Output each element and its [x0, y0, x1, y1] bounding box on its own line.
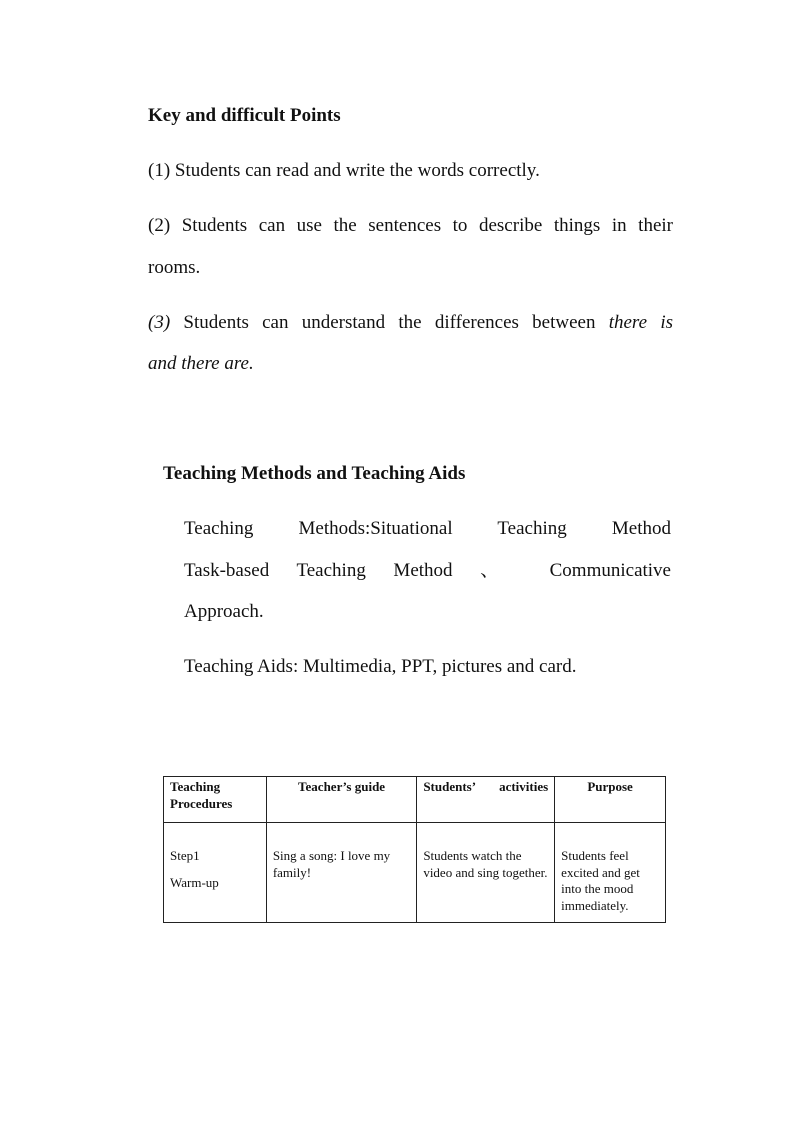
key-point-3-number: (3)	[148, 312, 171, 333]
key-point-1: (1) Students can read and write the words correctly.	[148, 160, 540, 181]
teaching-aids: Teaching Aids: Multimedia, PPT, pictures and card.	[184, 656, 577, 677]
methods-heading: Teaching Methods and Teaching Aids	[163, 463, 466, 484]
header-procedures	[164, 777, 267, 823]
cell-activities: Students watch the video and sing together.	[417, 823, 555, 923]
step-label: Step1	[170, 848, 200, 863]
cell-guide: Sing a song: I love my family!	[266, 823, 416, 923]
header-activities	[417, 777, 555, 823]
header-procedures-line1: Teaching	[170, 779, 221, 794]
cell-step	[164, 823, 267, 923]
cell-purpose: Students feel excited and get into the mood immediately.	[555, 823, 666, 923]
key-point-2-line1: (2) Students can use the sentences to describe things in their	[148, 215, 673, 236]
header-purpose: Purpose	[555, 777, 666, 823]
key-points-heading: Key and difficult Points	[148, 105, 341, 126]
methods-line-1: Teaching Methods:Situational Teaching Method	[184, 518, 671, 539]
key-point-3-line1	[148, 302, 673, 344]
key-point-2-line2: rooms.	[148, 257, 201, 278]
stage-label: Warm-up	[170, 874, 219, 890]
procedures-table	[163, 776, 666, 923]
header-procedures-line2: Procedures	[170, 795, 233, 811]
header-activities-a: Students’	[423, 779, 477, 794]
key-point-3-emphasis-there-are: and there are.	[148, 353, 254, 374]
header-guide: Teacher’s guide	[266, 777, 416, 823]
table-row	[164, 823, 666, 923]
methods-line-2: Task-based Teaching Method 、 Communicative	[184, 560, 671, 581]
table-header-row	[164, 777, 666, 823]
header-activities-b: activities	[499, 779, 549, 794]
key-point-3-emphasis-there-is: there is	[608, 312, 673, 333]
key-point-3-text: Students can understand the differences between	[170, 312, 609, 333]
methods-line-3: Approach.	[184, 601, 264, 622]
